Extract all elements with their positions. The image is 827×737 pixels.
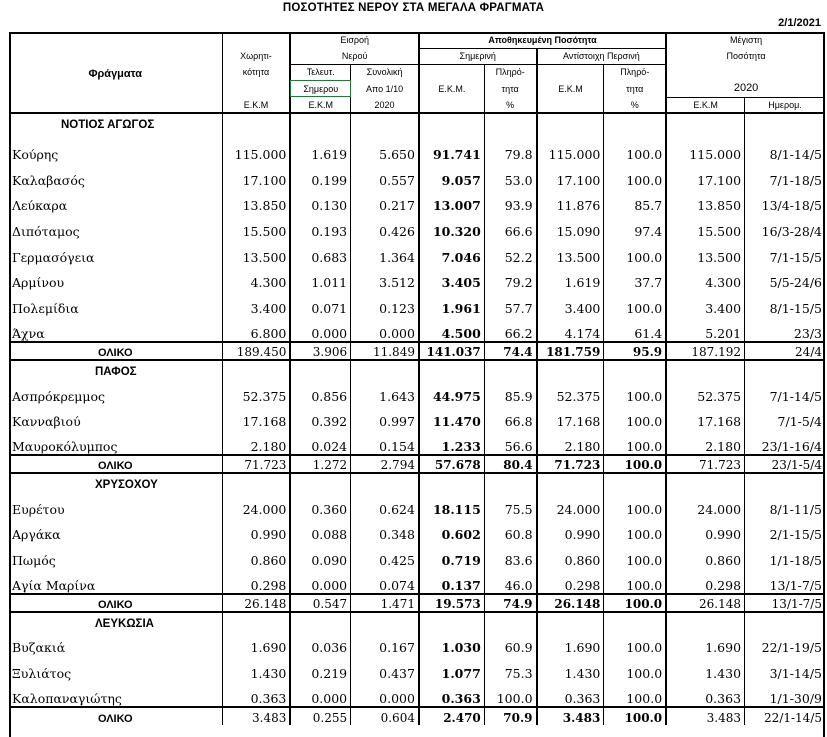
total-fill-last-year[interactable]: 95.9 (604, 342, 666, 360)
cell-max-qty[interactable]: 1.430 (666, 655, 744, 681)
header-capacity-l2: κότητα (222, 64, 290, 80)
cell-inflow-today[interactable]: 0.392 (290, 404, 350, 430)
cell-fill-today[interactable]: 52.2 (484, 239, 536, 265)
cell-inflow-today[interactable]: 0.036 (290, 630, 350, 656)
cell-capacity[interactable]: 115.000 (222, 131, 290, 162)
header-ly-unit: Ε.Κ.Μ (537, 80, 604, 97)
cell-stored-last-year[interactable]: 0.298 (537, 568, 604, 594)
total-stored-last-year[interactable]: 181.759 (537, 342, 604, 360)
cell-fill-last-year[interactable]: 61.4 (604, 316, 666, 342)
header-stored: Αποθηκευμένη Ποσότητα (419, 32, 666, 48)
cell-inflow-today[interactable]: 0.193 (290, 213, 350, 239)
total-stored-last-year[interactable]: 71.723 (537, 455, 604, 473)
header-max-l2: Ποσότητα (666, 48, 825, 64)
cell-max-date[interactable]: 13/1-7/5 (745, 568, 825, 594)
cell-max-date[interactable]: 13/4-18/5 (745, 188, 825, 214)
cell-capacity[interactable]: 0.363 (222, 681, 290, 707)
cell-fill-today[interactable]: 60.8 (484, 517, 536, 543)
cell-max-date[interactable]: 7/1-14/5 (745, 378, 825, 404)
total-label: ΟΛΙΚΟ (9, 342, 222, 360)
cell-capacity[interactable]: 52.375 (222, 378, 290, 404)
cell-stored-last-year[interactable]: 4.174 (537, 316, 604, 342)
total-max-date[interactable]: 24/4 (745, 342, 825, 360)
header-today-unit: Ε.Κ.Μ. (419, 80, 484, 97)
header-ly-fill-unit: % (604, 97, 666, 113)
cell-name[interactable]: Ξυλιάτος (12, 666, 72, 681)
cell-inflow-today[interactable]: 1.619 (290, 131, 350, 162)
cell-max-qty[interactable]: 15.500 (666, 213, 744, 239)
cell-stored-today[interactable]: 7.046 (419, 239, 484, 265)
header-total-l2: Απο 1/10 (351, 80, 419, 97)
cell-capacity[interactable]: 17.168 (222, 404, 290, 430)
cell-inflow-today[interactable]: 0.090 (290, 542, 350, 568)
cell-fill-today[interactable]: 57.7 (484, 290, 536, 316)
cell-inflow-today[interactable]: 0.000 (290, 316, 350, 342)
cell-max-qty[interactable]: 52.375 (666, 378, 744, 404)
cell-name[interactable]: Λεύκαρα (12, 198, 68, 214)
cell-stored-last-year[interactable]: 1.690 (537, 630, 604, 656)
header-fill-l1: Πληρό- (484, 64, 536, 80)
cell-name[interactable]: Διπόταμος (12, 224, 80, 240)
cell-max-date[interactable]: 7/1-18/5 (745, 162, 825, 188)
cell-capacity[interactable]: 0.298 (222, 568, 290, 594)
cell-stored-last-year[interactable]: 0.860 (537, 542, 604, 568)
cell-name[interactable]: Άχνα (12, 325, 45, 341)
cell-name[interactable]: Ασπρόκρεμμος (12, 388, 106, 404)
cell-fill-today[interactable]: 66.8 (484, 404, 536, 430)
header-max-date: Ημερομ. (745, 97, 825, 113)
cell-stored-today[interactable]: 0.719 (419, 542, 484, 568)
header-last-today-l1: Τελευτ. (290, 64, 350, 80)
cell-fill-last-year[interactable]: 100.0 (604, 517, 666, 543)
header-last-today-l2[interactable]: Σημερου (290, 80, 350, 97)
cell-stored-last-year[interactable]: 3.400 (537, 290, 604, 316)
cell-inflow-total[interactable]: 0.217 (351, 188, 419, 214)
cell-max-date[interactable]: 23/1-16/4 (745, 429, 825, 455)
cell-max-date[interactable]: 7/1-5/4 (745, 404, 825, 430)
cell-inflow-today[interactable]: 0.000 (290, 681, 350, 707)
cell-fill-today[interactable]: 56.6 (484, 429, 536, 455)
cell-inflow-today[interactable]: 0.683 (290, 239, 350, 265)
total-label: ΟΛΙΚΟ (9, 707, 222, 725)
cell-fill-last-year[interactable]: 100.0 (604, 429, 666, 455)
cell-inflow-total[interactable]: 5.650 (351, 131, 419, 162)
total-max-qty[interactable]: 26.148 (666, 594, 744, 612)
header-dams: Φράγματα (88, 68, 143, 80)
cell-inflow-total[interactable]: 0.437 (351, 655, 419, 681)
header-capacity-l1: Χωρητι- (222, 48, 290, 64)
cell-stored-today[interactable]: 9.057 (419, 162, 484, 188)
total-inflow-today[interactable]: 1.272 (290, 455, 350, 473)
cell-fill-today[interactable]: 100.0 (484, 681, 536, 707)
cell-inflow-total[interactable]: 0.624 (351, 491, 419, 517)
header-fill-unit: % (484, 97, 536, 113)
cell-capacity[interactable]: 4.300 (222, 265, 290, 291)
cell-inflow-today[interactable]: 0.024 (290, 429, 350, 455)
total-inflow-total[interactable]: 0.604 (351, 707, 419, 725)
cell-capacity[interactable]: 15.500 (222, 213, 290, 239)
cell-inflow-total[interactable]: 0.074 (351, 568, 419, 594)
cell-fill-today[interactable]: 85.9 (484, 378, 536, 404)
cell-name[interactable]: Κούρης (12, 147, 59, 162)
cell-fill-last-year[interactable]: 100.0 (604, 568, 666, 594)
cell-capacity[interactable]: 13.500 (222, 239, 290, 265)
cell-fill-last-year[interactable]: 100.0 (604, 404, 666, 430)
total-inflow-today[interactable]: 0.547 (290, 594, 350, 612)
cell-name[interactable]: Ευρέτου (12, 501, 65, 517)
cell-fill-last-year[interactable]: 100.0 (604, 239, 666, 265)
total-fill-last-year[interactable]: 100.0 (604, 594, 666, 612)
cell-name[interactable]: Καλαβασός (12, 172, 85, 188)
cell-stored-today[interactable]: 0.363 (419, 681, 484, 707)
cell-max-qty[interactable]: 1.690 (666, 630, 744, 656)
table-frame (9, 32, 825, 737)
cell-capacity[interactable]: 3.400 (222, 290, 290, 316)
cell-stored-today[interactable]: 18.115 (419, 491, 484, 517)
cell-max-date[interactable]: 5/5-24/6 (745, 265, 825, 291)
cell-max-qty[interactable]: 115.000 (666, 131, 744, 162)
cell-stored-last-year[interactable]: 15.090 (537, 213, 604, 239)
cell-inflow-today[interactable]: 0.000 (290, 568, 350, 594)
total-label: ΟΛΙΚΟ (9, 455, 222, 473)
cell-inflow-total[interactable]: 0.426 (351, 213, 419, 239)
total-inflow-today[interactable]: 3.906 (290, 342, 350, 360)
cell-inflow-total[interactable]: 0.557 (351, 162, 419, 188)
cell-stored-today[interactable]: 1.233 (419, 429, 484, 455)
cell-max-date[interactable]: 23/3 (745, 316, 825, 342)
cell-inflow-today[interactable]: 0.856 (290, 378, 350, 404)
cell-fill-last-year[interactable]: 100.0 (604, 542, 666, 568)
cell-fill-last-year[interactable]: 100.0 (604, 655, 666, 681)
cell-max-qty[interactable]: 3.400 (666, 290, 744, 316)
cell-max-date[interactable]: 1/1-30/9 (745, 681, 825, 707)
cell-inflow-total[interactable]: 0.425 (351, 542, 419, 568)
cell-capacity[interactable]: 17.100 (222, 162, 290, 188)
cell-inflow-total[interactable]: 1.364 (351, 239, 419, 265)
cell-stored-last-year[interactable]: 0.990 (537, 517, 604, 543)
cell-name[interactable]: Αργάκα (12, 527, 61, 543)
cell-stored-last-year[interactable]: 17.168 (537, 404, 604, 430)
total-capacity[interactable]: 3.483 (222, 707, 290, 725)
cell-fill-last-year[interactable]: 37.7 (604, 265, 666, 291)
cell-inflow-total[interactable]: 0.348 (351, 517, 419, 543)
section-title: ΠΑΦΟΣ (9, 360, 222, 378)
cell-max-qty[interactable]: 5.201 (666, 316, 744, 342)
header-ly-fill-l1: Πληρό- (604, 64, 666, 80)
cell-fill-last-year[interactable]: 100.0 (604, 491, 666, 517)
total-max-date[interactable]: 22/1-14/5 (745, 707, 825, 725)
cell-capacity[interactable]: 1.690 (222, 630, 290, 656)
total-inflow-today[interactable]: 0.255 (290, 707, 350, 725)
cell-stored-today[interactable]: 11.470 (419, 404, 484, 430)
section-title: ΛΕΥΚΩΣΙΑ (9, 612, 222, 630)
cell-capacity[interactable]: 24.000 (222, 491, 290, 517)
report-title: ΠΟΣΟΤΗΤΕΣ ΝΕΡΟΥ ΣΤΑ ΜΕΓΑΛΑ ΦΡΑΓΜΑΤΑ (282, 2, 545, 14)
cell-max-qty[interactable]: 2.180 (666, 429, 744, 455)
cell-max-qty[interactable]: 0.990 (666, 517, 744, 543)
total-stored-today[interactable]: 141.037 (419, 342, 484, 360)
total-stored-last-year[interactable]: 26.148 (537, 594, 604, 612)
total-label: ΟΛΙΚΟ (9, 594, 222, 612)
total-stored-today[interactable]: 2.470 (419, 707, 484, 725)
total-max-date[interactable]: 13/1-7/5 (745, 594, 825, 612)
cell-max-date[interactable]: 7/1-15/5 (745, 239, 825, 265)
cell-inflow-total[interactable]: 0.997 (351, 404, 419, 430)
cell-max-date[interactable]: 2/1-15/5 (745, 517, 825, 543)
total-fill-today[interactable]: 74.9 (484, 594, 536, 612)
cell-name[interactable]: Αρμίνου (12, 275, 65, 291)
cell-fill-last-year[interactable]: 100.0 (604, 290, 666, 316)
cell-stored-last-year[interactable]: 52.375 (537, 378, 604, 404)
cell-name[interactable]: Κανναβιού (12, 414, 81, 430)
cell-inflow-total[interactable]: 3.512 (351, 265, 419, 291)
cell-fill-today[interactable]: 60.9 (484, 630, 536, 656)
cell-name[interactable]: Πωμός (12, 552, 56, 568)
header-last-today-unit: Ε.Κ.Μ (290, 97, 350, 113)
total-fill-today[interactable]: 74.4 (484, 342, 536, 360)
cell-stored-last-year[interactable]: 24.000 (537, 491, 604, 517)
cell-capacity[interactable]: 2.180 (222, 429, 290, 455)
header-max: Μέγιστη (666, 32, 825, 48)
cell-inflow-today[interactable]: 0.130 (290, 188, 350, 214)
cell-inflow-today[interactable]: 0.088 (290, 517, 350, 543)
cell-stored-today[interactable]: 1.077 (419, 655, 484, 681)
cell-max-qty[interactable]: 17.100 (666, 162, 744, 188)
total-stored-last-year[interactable]: 3.483 (537, 707, 604, 725)
total-stored-today[interactable]: 57.678 (419, 455, 484, 473)
cell-name[interactable]: Μαυροκόλυμπος (12, 438, 118, 454)
cell-capacity[interactable]: 0.990 (222, 517, 290, 543)
cell-stored-today[interactable]: 13.007 (419, 188, 484, 214)
cell-capacity[interactable]: 0.860 (222, 542, 290, 568)
total-max-qty[interactable]: 71.723 (666, 455, 744, 473)
total-capacity[interactable]: 26.148 (222, 594, 290, 612)
header-last-year: Αντίστοιχη Περσινή (537, 48, 667, 64)
header-today: Σημερινή (419, 48, 537, 64)
total-fill-today[interactable]: 70.9 (484, 707, 536, 725)
cell-fill-last-year[interactable]: 100.0 (604, 681, 666, 707)
cell-name[interactable]: Καλοπαναγιώτης (12, 690, 122, 706)
total-inflow-total[interactable]: 1.471 (351, 594, 419, 612)
cell-capacity[interactable]: 6.800 (222, 316, 290, 342)
cell-max-qty[interactable]: 4.300 (666, 265, 744, 291)
cell-fill-today[interactable]: 66.2 (484, 316, 536, 342)
total-max-qty[interactable]: 3.483 (666, 707, 744, 725)
total-fill-today[interactable]: 80.4 (484, 455, 536, 473)
cell-capacity[interactable]: 1.430 (222, 655, 290, 681)
cell-fill-today[interactable]: 75.5 (484, 491, 536, 517)
cell-stored-last-year[interactable]: 13.500 (537, 239, 604, 265)
cell-max-qty[interactable]: 17.168 (666, 404, 744, 430)
header-ly-fill-l2: τητα (604, 80, 666, 97)
cell-name[interactable]: Γερμασόγεια (12, 249, 95, 265)
cell-fill-last-year[interactable]: 100.0 (604, 378, 666, 404)
cell-fill-today[interactable]: 83.6 (484, 542, 536, 568)
cell-stored-today[interactable]: 0.137 (419, 568, 484, 594)
cell-stored-today[interactable]: 1.030 (419, 630, 484, 656)
header-total-l1: Συνολική (351, 64, 419, 80)
cell-inflow-total[interactable]: 0.000 (351, 681, 419, 707)
total-max-date[interactable]: 23/1-5/4 (745, 455, 825, 473)
cell-stored-today[interactable]: 1.961 (419, 290, 484, 316)
header-max-year: 2020 (666, 80, 825, 97)
section-title: ΧΡΥΣΟΧΟΥ (9, 473, 222, 491)
cell-stored-last-year[interactable]: 17.100 (537, 162, 604, 188)
cell-stored-today[interactable]: 10.320 (419, 213, 484, 239)
cell-stored-last-year[interactable]: 11.876 (537, 188, 604, 214)
cell-max-date[interactable]: 8/1-15/5 (745, 290, 825, 316)
total-capacity[interactable]: 189.450 (222, 342, 290, 360)
cell-stored-last-year[interactable]: 1.619 (537, 265, 604, 291)
cell-inflow-total[interactable]: 0.167 (351, 630, 419, 656)
header-inflow: Εισροή (290, 32, 419, 48)
header-fill-l2: τητα (484, 80, 536, 97)
total-fill-last-year[interactable]: 100.0 (604, 455, 666, 473)
cell-max-date[interactable]: 8/1-11/5 (745, 491, 825, 517)
cell-max-date[interactable]: 1/1-18/5 (745, 542, 825, 568)
cell-stored-last-year[interactable]: 1.430 (537, 655, 604, 681)
cell-inflow-total[interactable]: 0.123 (351, 290, 419, 316)
total-inflow-total[interactable]: 2.794 (351, 455, 419, 473)
cell-stored-last-year[interactable]: 0.363 (537, 681, 604, 707)
cell-inflow-today[interactable]: 0.219 (290, 655, 350, 681)
report-date: 2/1/2021 (778, 17, 821, 29)
cell-stored-last-year[interactable]: 115.000 (537, 131, 604, 162)
cell-max-date[interactable]: 16/3-28/4 (745, 213, 825, 239)
cell-name[interactable]: Πολεμίδια (12, 301, 79, 317)
cell-max-qty[interactable]: 13.850 (666, 188, 744, 214)
total-stored-today[interactable]: 19.573 (419, 594, 484, 612)
cell-fill-last-year[interactable]: 85.7 (604, 188, 666, 214)
cell-max-qty[interactable]: 24.000 (666, 491, 744, 517)
cell-max-date[interactable]: 22/1-19/5 (745, 630, 825, 656)
header-inflow-l2: Νερού (290, 48, 419, 64)
cell-max-qty[interactable]: 0.363 (666, 681, 744, 707)
cell-fill-today[interactable]: 46.0 (484, 568, 536, 594)
cell-fill-last-year[interactable]: 97.4 (604, 213, 666, 239)
cell-inflow-today[interactable]: 0.360 (290, 491, 350, 517)
header-capacity-unit: Ε.Κ.Μ (222, 97, 290, 113)
cell-stored-today[interactable]: 91.741 (419, 131, 484, 162)
cell-name[interactable]: Βυζακιά (12, 640, 66, 656)
cell-fill-today[interactable]: 79.8 (484, 131, 536, 162)
cell-fill-today[interactable]: 93.9 (484, 188, 536, 214)
cell-stored-today[interactable]: 44.975 (419, 378, 484, 404)
total-fill-last-year[interactable]: 100.0 (604, 707, 666, 725)
cell-max-qty[interactable]: 0.298 (666, 568, 744, 594)
cell-fill-last-year[interactable]: 100.0 (604, 162, 666, 188)
cell-inflow-today[interactable]: 1.011 (290, 265, 350, 291)
cell-max-qty[interactable]: 13.500 (666, 239, 744, 265)
total-inflow-total[interactable]: 11.849 (351, 342, 419, 360)
cell-stored-last-year[interactable]: 2.180 (537, 429, 604, 455)
cell-stored-today[interactable]: 3.405 (419, 265, 484, 291)
cell-fill-today[interactable]: 66.6 (484, 213, 536, 239)
cell-max-date[interactable]: 8/1-14/5 (745, 131, 825, 162)
cell-fill-today[interactable]: 53.0 (484, 162, 536, 188)
total-max-qty[interactable]: 187.192 (666, 342, 744, 360)
section-title: ΝΟΤΙΟΣ ΑΓΩΓΟΣ (9, 113, 222, 131)
header-max-unit: Ε.Κ.Μ (666, 97, 744, 113)
cell-inflow-total[interactable]: 0.000 (351, 316, 419, 342)
cell-fill-last-year[interactable]: 100.0 (604, 630, 666, 656)
total-capacity[interactable]: 71.723 (222, 455, 290, 473)
cell-fill-last-year[interactable]: 100.0 (604, 131, 666, 162)
cell-inflow-total[interactable]: 0.154 (351, 429, 419, 455)
header-total-unit: 2020 (351, 97, 419, 113)
cell-inflow-today[interactable]: 0.199 (290, 162, 350, 188)
cell-capacity[interactable]: 13.850 (222, 188, 290, 214)
cell-max-qty[interactable]: 0.860 (666, 542, 744, 568)
cell-fill-today[interactable]: 75.3 (484, 655, 536, 681)
cell-stored-today[interactable]: 4.500 (419, 316, 484, 342)
cell-stored-today[interactable]: 0.602 (419, 517, 484, 543)
cell-inflow-today[interactable]: 0.071 (290, 290, 350, 316)
cell-name[interactable]: Αγία Μαρίνα (12, 577, 96, 593)
cell-fill-today[interactable]: 79.2 (484, 265, 536, 291)
cell-inflow-total[interactable]: 1.643 (351, 378, 419, 404)
cell-max-date[interactable]: 3/1-14/5 (745, 655, 825, 681)
